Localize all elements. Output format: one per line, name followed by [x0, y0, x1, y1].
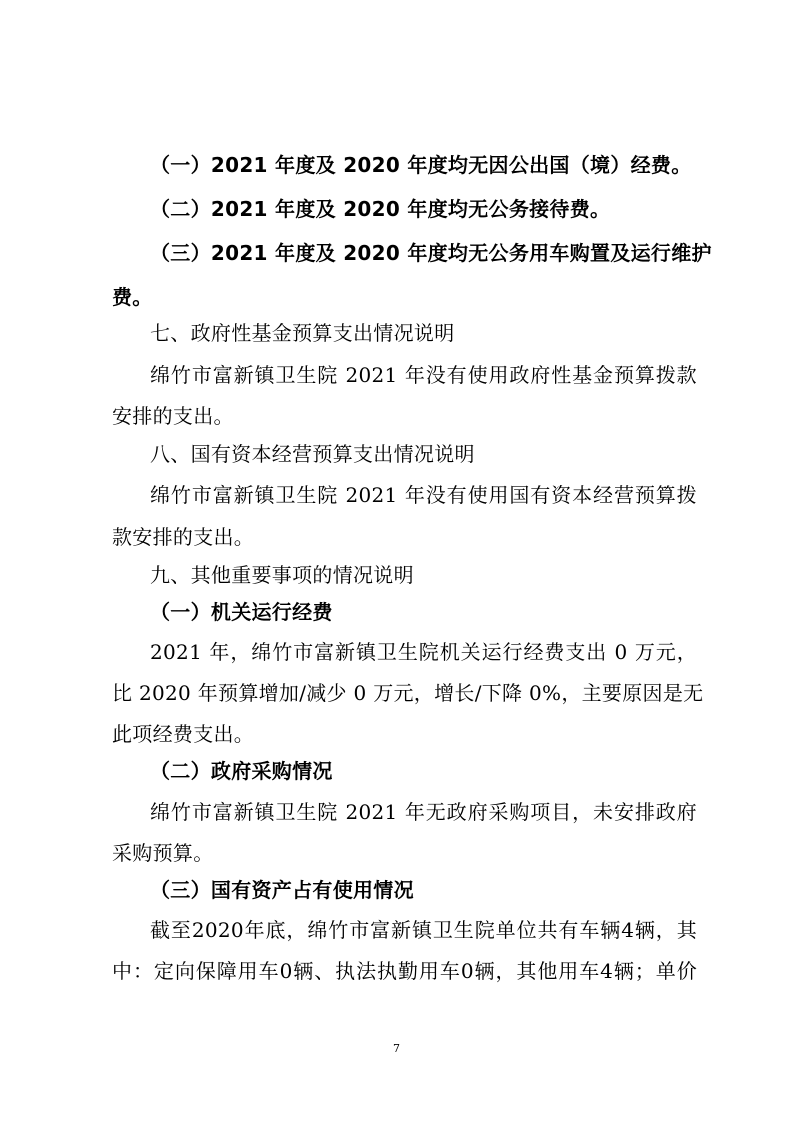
section-1-heading: （一）2021 年度及 2020 年度均无因公出国（境）经费。: [150, 153, 692, 177]
section-3-heading-line-2: 费。: [112, 285, 153, 309]
subsection-2-body-line-1: 绵竹市富新镇卫生院 2021 年无政府采购项目，未安排政府: [150, 800, 697, 824]
section-7-title: 七、政府性基金预算支出情况说明: [150, 321, 455, 345]
subsection-2-body-line-2: 采购预算。: [112, 841, 214, 865]
section-7-body-line-2: 安排的支出。: [112, 404, 234, 428]
section-7-body-line-1: 绵竹市富新镇卫生院 2021 年没有使用政府性基金预算拨款: [150, 363, 697, 387]
subsection-1-body-line-1: 2021 年，绵竹市富新镇卫生院机关运行经费支出 0 万元，: [150, 640, 697, 664]
subsection-1-body-line-3: 此项经费支出。: [112, 722, 255, 746]
section-8-body-line-2: 款安排的支出。: [112, 525, 255, 549]
page-number: 7: [393, 1042, 400, 1055]
subsection-3-body-line-1: 截至2020年底，绵竹市富新镇卫生院单位共有车辆4辆，其: [150, 918, 697, 942]
subsection-3-body-line-2: 中：定向保障用车0辆、执法执勤用车0辆，其他用车4辆；单价: [112, 959, 697, 983]
section-2-heading: （二）2021 年度及 2020 年度均无公务接待费。: [150, 197, 611, 221]
section-8-title: 八、国有资本经营预算支出情况说明: [150, 442, 475, 466]
section-3-heading-line-1: （三）2021 年度及 2020 年度均无公务用车购置及运行维护: [150, 241, 712, 265]
subsection-1-body-line-2: 比 2020 年预算增加/减少 0 万元，增长/下降 0%，主要原因是无: [112, 681, 704, 705]
subsection-1-title: （一）机关运行经费: [150, 600, 333, 624]
section-8-body-line-1: 绵竹市富新镇卫生院 2021 年没有使用国有资本经营预算拨: [150, 483, 697, 507]
subsection-3-title: （三）国有资产占有使用情况: [150, 878, 414, 902]
subsection-2-title: （二）政府采购情况: [150, 759, 333, 783]
section-9-title: 九、其他重要事项的情况说明: [150, 563, 414, 587]
